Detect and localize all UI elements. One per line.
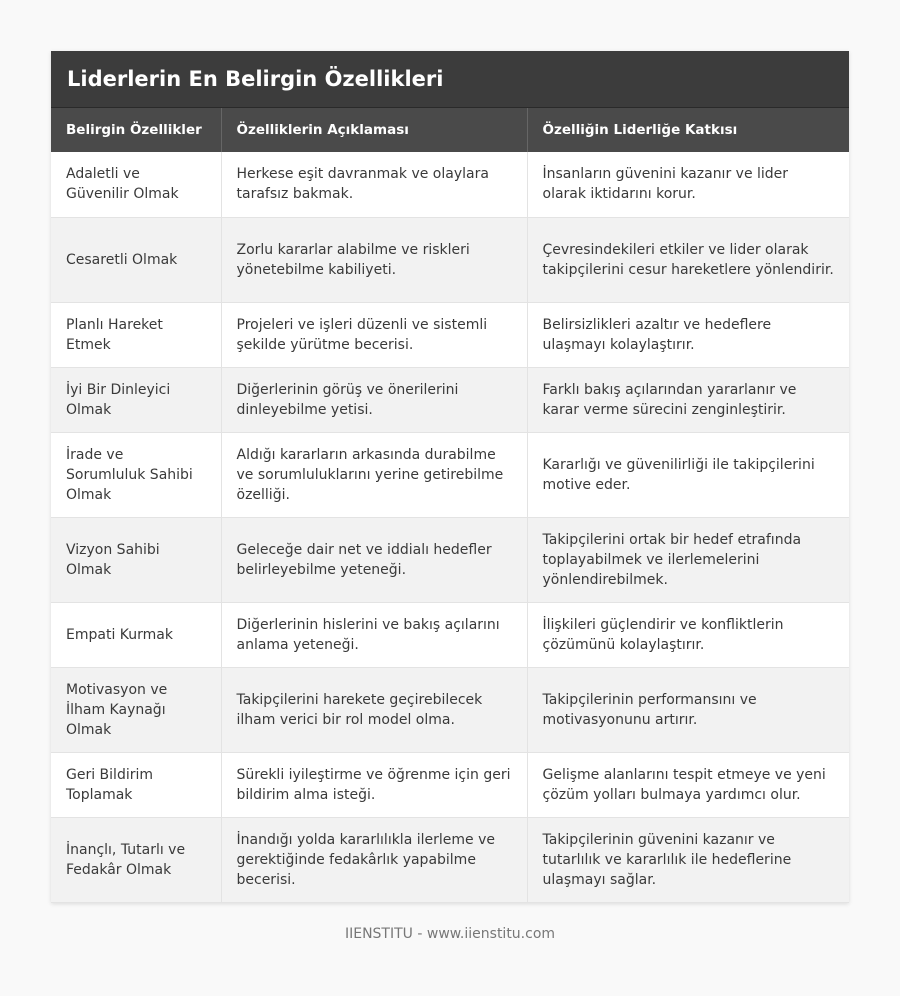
description-cell: Sürekli iyileştirme ve öğrenme için geri bildirim alma isteği. (221, 752, 527, 817)
site-footer: IIENSTITU - www.iienstitu.com (344, 926, 556, 942)
contribution-cell: İnsanların güvenini kazanır ve lider olarak iktidarını korur. (527, 152, 849, 217)
description-cell: Diğerlerinin hislerini ve bakış açılarını anlama yeteneği. (221, 602, 527, 667)
trait-cell: Motivasyon ve İlham Kaynağı Olmak (51, 667, 221, 752)
table-row (51, 217, 849, 302)
trait-cell: Empati Kurmak (51, 602, 221, 667)
trait-cell: Adaletli ve Güvenilir Olmak (51, 152, 221, 217)
column-header-description: Özelliklerin Açıklaması (221, 108, 527, 152)
column-header-contribution: Özelliğin Liderliğe Katkısı (527, 108, 849, 152)
description-cell: Takipçilerini harekete geçirebilecek ilham verici bir rol model olma. (221, 667, 527, 752)
contribution-cell: Farklı bakış açılarından yararlanır ve karar verme sürecini zenginleştirir. (527, 367, 849, 432)
contribution-cell: Belirsizlikleri azaltır ve hedeflere ulaşmayı kolaylaştırır. (527, 302, 849, 367)
contribution-cell: Takipçilerinin performansını ve motivasyonunu artırır. (527, 667, 849, 752)
table-row (51, 432, 849, 517)
trait-cell: Geri Bildirim Toplamak (51, 752, 221, 817)
header-row (51, 108, 849, 152)
contribution-cell: Takipçilerini ortak bir hedef etrafında toplayabilmek ve ilerlemelerini yönlendirebilmek. (527, 517, 849, 602)
table-row (51, 152, 849, 217)
description-cell: Herkese eşit davranmak ve olaylara tarafsız bakmak. (221, 152, 527, 217)
description-cell: Geleceğe dair net ve iddialı hedefler belirleyebilme yeteneği. (221, 517, 527, 602)
contribution-cell: İlişkileri güçlendirir ve konfliktlerin çözümünü kolaylaştırır. (527, 602, 849, 667)
description-cell: Diğerlerinin görüş ve önerilerini dinleyebilme yetisi. (221, 367, 527, 432)
contribution-cell: Takipçilerinin güvenini kazanır ve tutarlılık ve kararlılık ile hedeflerine ulaşmayı sağlar. (527, 817, 849, 902)
trait-cell: İnançlı, Tutarlı ve Fedakâr Olmak (51, 817, 221, 902)
table-row (51, 602, 849, 667)
table-row (51, 367, 849, 432)
contribution-cell: Gelişme alanlarını tespit etmeye ve yeni çözüm yolları bulmaya yardımcı olur. (527, 752, 849, 817)
table-row (51, 752, 849, 817)
table-row (51, 817, 849, 902)
contribution-cell: Kararlığı ve güvenilirliği ile takipçilerini motive eder. (527, 432, 849, 517)
trait-cell: İrade ve Sorumluluk Sahibi Olmak (51, 432, 221, 517)
leadership-traits-card (51, 51, 849, 903)
description-cell: Projeleri ve işleri düzenli ve sistemli şekilde yürütme becerisi. (221, 302, 527, 367)
table-row (51, 302, 849, 367)
table-title: Liderlerin En Belirgin Özellikleri (51, 51, 849, 108)
table-row (51, 517, 849, 602)
trait-cell: Cesaretli Olmak (51, 217, 221, 302)
description-cell: Aldığı kararların arkasında durabilme ve sorumluluklarını yerine getirebilme özelliği. (221, 432, 527, 517)
description-cell: Zorlu kararlar alabilme ve riskleri yönetebilme kabiliyeti. (221, 217, 527, 302)
contribution-cell: Çevresindekileri etkiler ve lider olarak takipçilerini cesur hareketlere yönlendirir. (527, 217, 849, 302)
column-header-trait: Belirgin Özellikler (51, 108, 221, 152)
trait-cell: İyi Bir Dinleyici Olmak (51, 367, 221, 432)
description-cell: İnandığı yolda kararlılıkla ilerleme ve gerektiğinde fedakârlık yapabilme becerisi. (221, 817, 527, 902)
table-row (51, 667, 849, 752)
traits-table (51, 108, 849, 903)
trait-cell: Planlı Hareket Etmek (51, 302, 221, 367)
trait-cell: Vizyon Sahibi Olmak (51, 517, 221, 602)
